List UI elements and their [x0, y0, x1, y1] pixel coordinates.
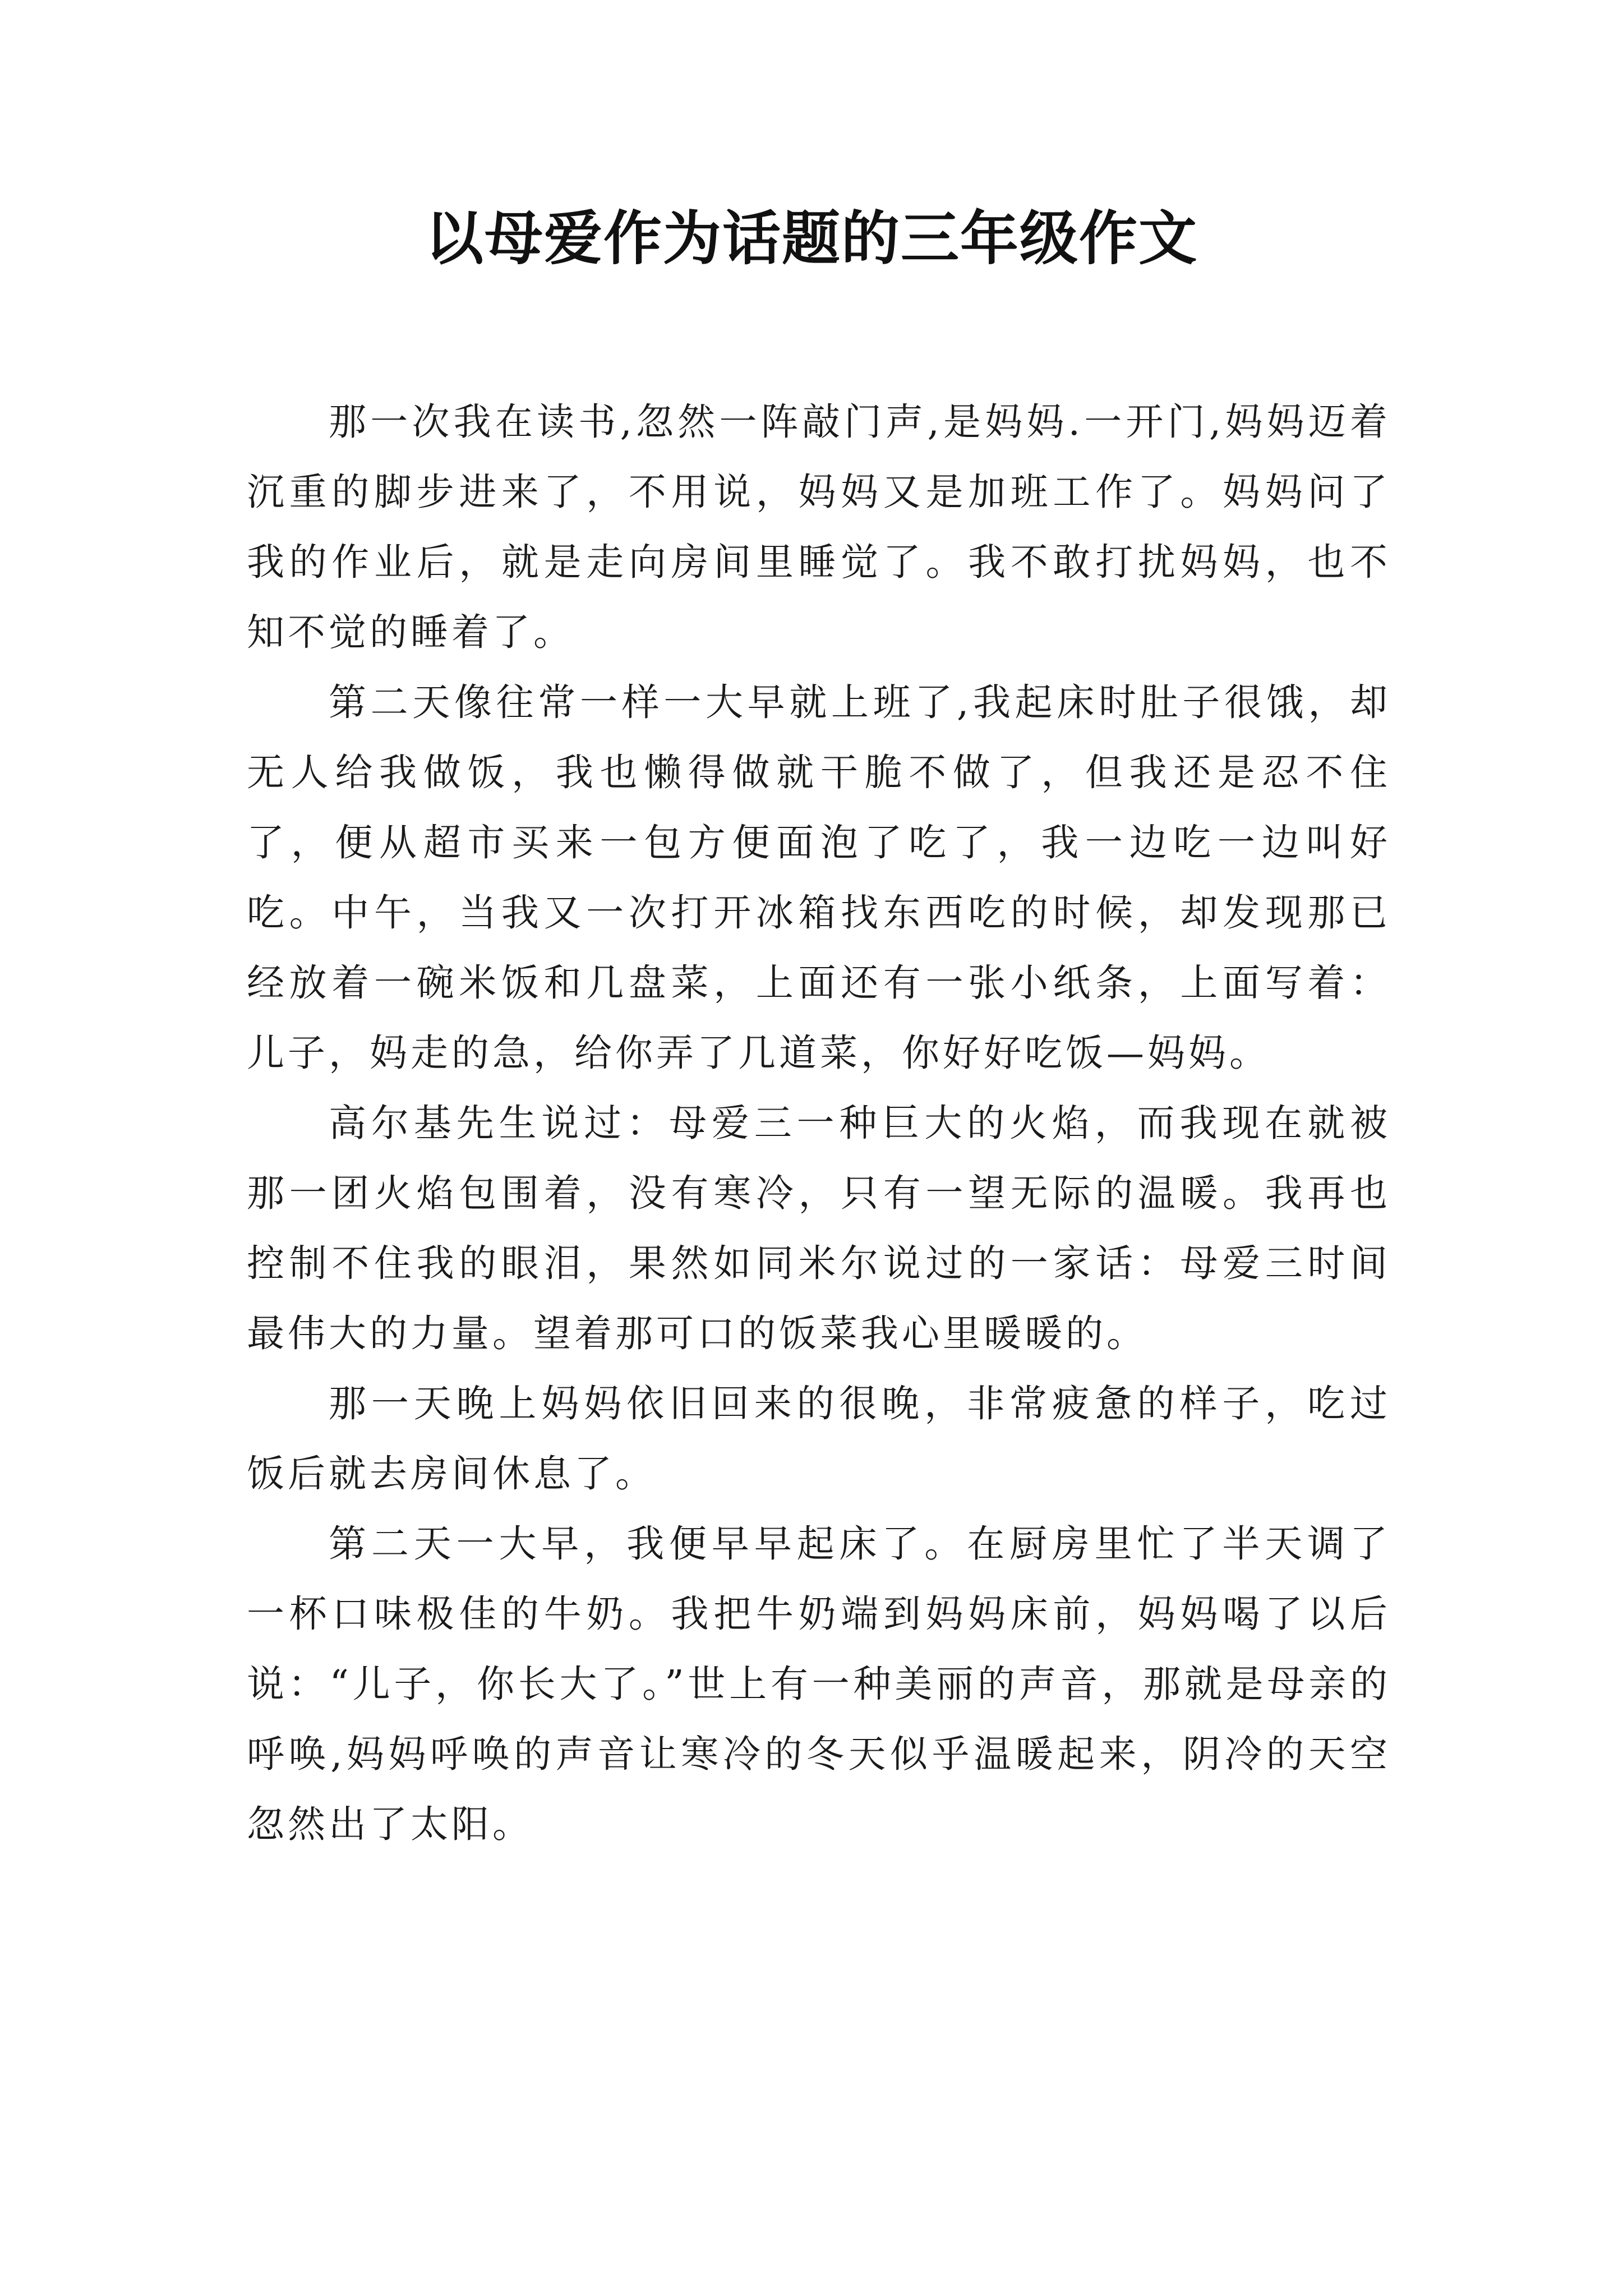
document-body	[247, 387, 1391, 1860]
paragraph-2: 第二天像往常一样一大早就上班了,我起床时肚子很饿，却无人给我做饭，我也懒得做就干脆不做了，但我还是忍不住了，便从超市买来一包方便面泡了吃了，我一边吃一边叫好吃。中午，当我又一次打开冰箱找东西吃的时候，却发现那已经放着一碗米饭和几盘菜，上面还有一张小纸条，上面写着：儿子，妈走的急，给你弄了几道菜，你好好吃饭—妈妈。	[247, 680, 1391, 1075]
document-title: 以母爱作为话题的三年级作文	[425, 204, 1198, 273]
paragraph-1: 那一次我在读书,忽然一阵敲门声,是妈妈.一开门,妈妈迈着沉重的脚步进来了，不用说，妈妈又是加班工作了。妈妈问了我的作业后，就是走向房间里睡觉了。我不敢打扰妈妈，也不知不觉的睡着了。	[247, 400, 1391, 654]
paragraph-5: 第二天一大早，我便早早起床了。在厨房里忙了半天调了一杯口味极佳的牛奶。我把牛奶端到妈妈床前，妈妈喝了以后说：“儿子，你长大了。”世上有一种美丽的声音，那就是母亲的呼唤,妈妈呼唤的声音让寒冷的冬天似乎温暖起来，阴冷的天空忽然出了太阳。	[247, 1522, 1391, 1846]
paragraph-3: 高尔基先生说过：母爱三一种巨大的火焰，而我现在就被那一团火焰包围着，没有寒冷，只有一望无际的温暖。我再也控制不住我的眼泪，果然如同米尔说过的一家话：母爱三时间最伟大的力量。望着那可口的饭菜我心里暖暖的。	[247, 1101, 1391, 1355]
paragraph-4: 那一天晚上妈妈依旧回来的很晚，非常疲惫的样子，吃过饭后就去房间休息了。	[247, 1382, 1391, 1496]
